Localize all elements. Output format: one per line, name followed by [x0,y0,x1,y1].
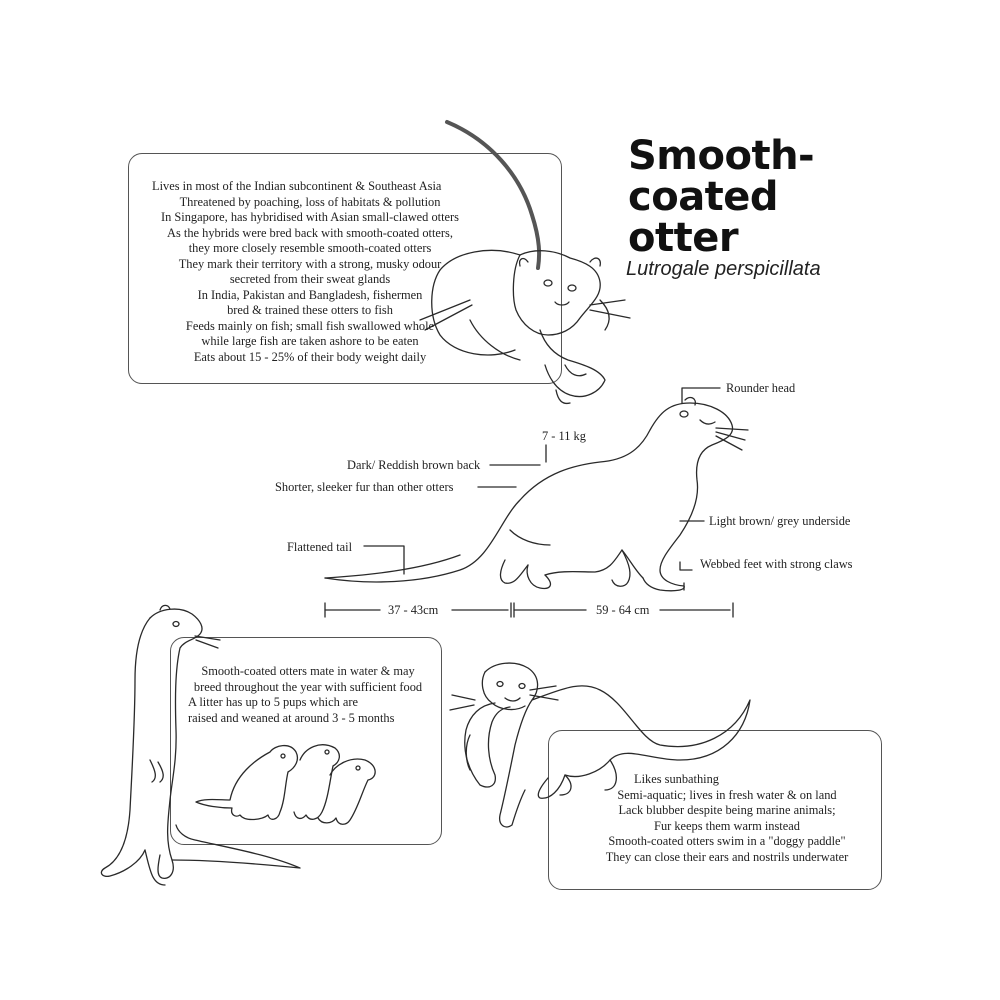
habitat-fact: As the hybrids were bred back with smooth-coated otters, [167,225,453,240]
label-feet: Webbed feet with strong claws [700,557,853,571]
behaviour-fact: Fur keeps them warm instead [654,818,800,833]
habitat-fact: Eats about 15 - 25% of their body weight daily [193,349,427,364]
label-underside: Light brown/ grey underside [709,514,851,528]
standing-otter-illustration [101,605,300,885]
habitat-fact: bred & trained these otters to fish [227,303,393,317]
scientific-name: Lutrogale perspicillata [626,258,821,280]
label-tail: Flattened tail [287,540,353,554]
breeding-fact: raised and weaned at around 3 - 5 months [188,710,395,725]
title-line-2: coated [628,174,779,220]
label-weight: 7 - 11 kg [542,429,586,443]
behaviour-fact: Lack blubber despite being marine animals; [618,803,836,817]
habitat-fact: In India, Pakistan and Bangladesh, fishermen [197,287,423,302]
behaviour-fact: They can close their ears and nostrils underwater [605,849,849,864]
breeding-fact: Smooth-coated otters mate in water & may [201,664,415,678]
habitat-fact: Lives in most of the Indian subcontinent & Southeast Asia [152,179,442,193]
behaviour-facts [582,772,872,865]
label-fur: Shorter, sleeker fur than other otters [275,480,454,494]
habitat-facts [140,179,480,365]
length-measurement-lines [325,603,733,617]
title-line-1: Smooth- [628,133,815,179]
behaviour-fact: Likes sunbathing [634,772,720,786]
otter-pups-illustration [196,745,375,824]
habitat-fact: In Singapore, has hybridised with Asian small-clawed otters [160,210,459,224]
label-rounder-head: Rounder head [726,381,796,395]
habitat-fact: Feeds mainly on fish; small fish swallowed whole [185,318,435,333]
label-back-colour: Dark/ Reddish brown back [347,458,481,472]
behaviour-fact: Semi-aquatic; lives in fresh water & on land [617,787,837,802]
habitat-fact: Threatened by poaching, loss of habitats & pollution [179,194,441,209]
habitat-fact: secreted from their sweat glands [229,272,391,286]
breeding-fact: breed throughout the year with sufficient food [193,679,423,694]
label-tail-length: 37 - 43cm [388,603,439,617]
habitat-fact: They mark their territory with a strong, musky odour [178,256,442,271]
label-body-length: 59 - 64 cm [596,603,650,617]
breeding-facts [174,664,442,726]
habitat-fact: while large fish are taken ashore to be eaten [201,334,419,348]
habitat-fact: they more closely resemble smooth-coated otters [188,241,432,255]
behaviour-fact: Smooth-coated otters swim in a "doggy paddle" [608,834,846,848]
breeding-fact: A litter has up to 5 pups which are [188,695,358,709]
title-line-3: otter [628,215,739,261]
